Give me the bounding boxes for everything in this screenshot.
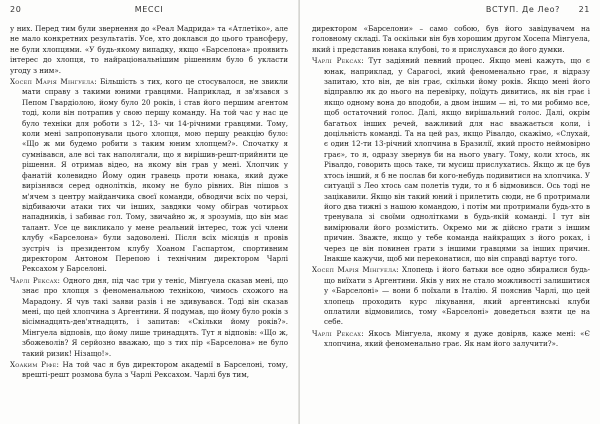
speaker-name: Хоаким Ріфе: <box>10 360 60 369</box>
running-head: ВСТУП. Де Лео? <box>485 5 560 14</box>
paragraph <box>10 24 288 76</box>
right-page <box>300 0 600 424</box>
paragraph <box>10 360 288 381</box>
page-number: 20 <box>10 5 22 14</box>
paragraph <box>10 276 288 359</box>
speaker-name: Хосеп Марія Мінгуела: <box>312 265 399 275</box>
paragraph <box>312 329 590 350</box>
paragraph-text: Якось Мінгуела, якому я дуже довіряв, каже мені: «Є хлопчина, який феноменально грає. Як нам його залучити?». <box>324 328 591 349</box>
speaker-name: Чарлі Рексах: <box>10 275 61 285</box>
right-page-header <box>312 4 590 18</box>
speaker-name: Чарлі Рексах: <box>312 56 364 66</box>
paragraph-text: Одного дня, під час три у теніс, Мінгуела сказав мені, що знає про хлопця з феноменальною технікою, чимось схожого на Марадону. Я чув такі заяви разів і не здивувався. Тоді він сказав мені, що цей хлопчина з Аргентини. Я подумав, що йому було років з вісімнадцять-дев'ятнадцять, і запитав: «Скільки йому років?». Мінгуела відповів, що йому лише тринадцять. Тут я відповів: «Що ж, збожеволів? Я серйозно вважаю, що з тих пір «Барселона» не було такий ризик! Нізащо!». <box>22 275 288 358</box>
paragraph <box>312 265 590 327</box>
paragraph-text: На той час я був директором академії в Барселоні, тому, врешті-решт розмова була з Чарлі Рексахом. Чарлі був тим, <box>22 360 288 380</box>
speaker-name: Чарлі Рексах: <box>312 328 364 338</box>
running-head: МЕССІ <box>134 5 164 14</box>
paragraph <box>312 24 590 55</box>
paragraph-text: Тут задіяний певний процес. Якщо мені кажуть, що є юнак, наприклад, у Сарагосі, який феноменально грає, я відразу запитаю, хто він, де він грає, скільки йому років. Якщо мені його відправлю як до нього на перевірку, поїдуть дивитись, як він грає і якщо одному вона до вподоби, а двом іншим — ні, то ми робимо все, щоб остаточний голос. Далі, якщо вирішальний голос. Далі, окрім багатьох інших речей, важливий для нас вважається коли, і доцільність команді. Та на цей раз, якщо Рівалдо, скажімо, «Слухай, є один 12-ти 13-річний хлопчина в Бразилії, який просто неймовірно грає», то я, одразу звернув би на нього увагу. Тому, коли хтось, як Рівалдо, говорить щось таке, ти мусиш прислухатись. Якщо ж це був хтось інший, я б не послав би кого-небудь подивитися на хлопчика. У ситуації з Лео хтось сам полетів туди, то я б відмовився. Ось тоді не зацікавили. Якщо він такий юний і прилетить сюди, не б протримали його два тижні з нашою командою, і потім ми протримали будь-хто в тренувала зі своїми однолітками в будь-якій команді. І тут він вимірювали його розмістить. Окремо ми ж дійсно грати з іншим причин. Зважте, якщо у тебе команда найкращих з його роках, і через це він повинен грати з іншими гравцями за інших причин. Інакше кажучи, щоб ми переконатися, що він справді вартує того. <box>324 56 591 263</box>
paragraph-text: Хлопець і його батьки все одно збиралися будь-що виїхати з Аргентини. Яків у них не стало можливості залишитися у «Барселоні» — вони б поїхали в Італію. Я пояснив Чарлі, що цей хлопець проходить курс лікування, який аргентинські клуби оплатили відмовились, тому «Барселоні» доведеться взяти це на себе. <box>324 265 590 327</box>
left-page-text <box>10 24 288 381</box>
right-page-text <box>312 24 590 350</box>
paragraph-text: Більшість з тих, кого це стосувалося, не звикли мати справу з такими юними гравцями. Наприклад, я зв'язався з Пепом Гвардіолою, йому було 20 років, і став його першим агентом тоді, коли він потрапив у свою першу команду. На той час у нас це було техніки для роботи з 12-, 13- чи 14-річними гравцями. Тому, коли мені запропонували цього хлопця, мою першу реакцію було: «Що ж ми будемо робити з таким юним хлопцем?». Спочатку я сумнівався, але всі так наполягали, що я вирішив-решт-прийняти це рішення. Я отримав відео, на якому він грав у мені. Хлопчик у фанатій колевидно Йому один гравець проти юнака, який дуже вирізнявся серед однолітків, якому не було рівних. Він пішов з м'ячем з центру майданчика своєї команди, обводячи всіх по черзі, відбиваючи атаки тих чи інших, завдяки чому обіграв чотирьох нападників, і забиває гол. Тому, звичайно ж, я зрозумів, що він має талант. Усе це викликало у мене реальний інтерес, тож усі члени клубу «Барселона» були задоволені. Після всіх місяців я провів зустріч із президентом клубу Хоаном Гаспартом, спортивним директором Антоном Перепою і технічним директором Чарлі Рексахом у Барселоні. <box>22 77 288 274</box>
speaker-name: Хосеп Марія Мінгуела: <box>10 77 97 87</box>
paragraph-text: у них. Перед тим були звернення до «Реал Мадрида» та «Атлетіко», але не мало конкретних результатів. Усе, хто доклався до цього трансферу, не були хлопцями. «У будь-якому випадку, якщо «Барселона» проявить інтерес до хлопця, то найраціональнішим рішенням було б укласти угоду з ним». <box>10 24 288 75</box>
left-page-header <box>10 4 288 18</box>
page-number: 21 <box>578 5 590 14</box>
paragraph-text: директором «Барселони» – само собою, був його завідувачем на головному складі. Та оскільки він був хорошим другом Хосепа Мінгуела, який і представив юнака клубові, то я прислухався до його думки. <box>312 24 590 54</box>
paragraph <box>312 56 590 264</box>
paragraph <box>10 77 288 275</box>
